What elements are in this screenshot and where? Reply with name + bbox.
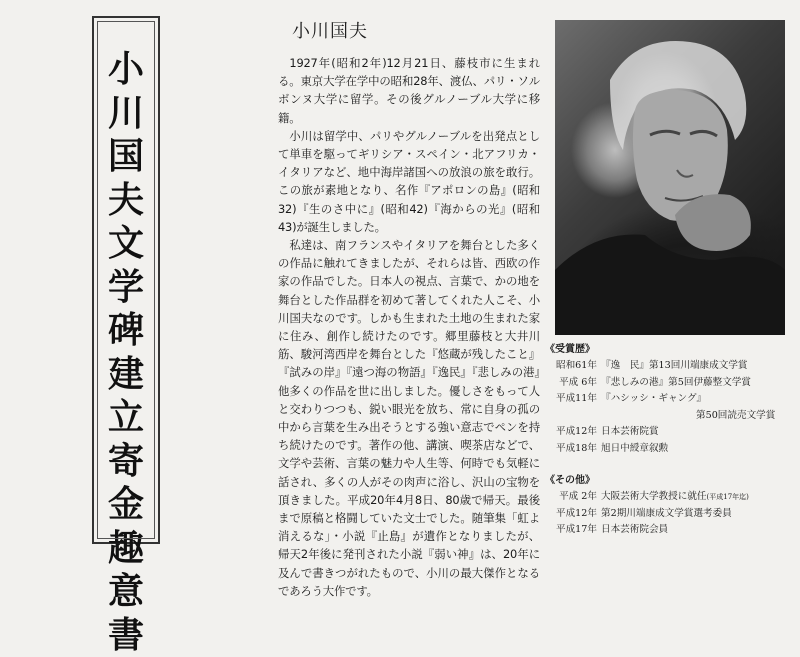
title-char: 小: [108, 48, 144, 92]
portrait-illustration: [555, 20, 785, 335]
awards-year: 平成18年: [545, 441, 597, 458]
title-frame: [92, 16, 160, 544]
title-char: 文: [108, 222, 144, 266]
title-char: 書: [108, 614, 144, 657]
other-row: [545, 506, 795, 523]
awards-row: [545, 441, 795, 458]
other-heading: 《その他》: [545, 473, 795, 489]
author-name: 小川国夫: [292, 20, 540, 44]
paragraph-1: 1927年(昭和2年)12月21日、藤枝市に生まれる。東京大学在学中の昭和28年、渡仏、パリ・ソルボンヌ大学に留学。その後グルノーブル大学に移籍。: [278, 54, 540, 127]
title-char: 寄: [108, 440, 144, 484]
title-char: 学: [108, 266, 144, 310]
other-text: 大阪芸術大学教授に就任: [597, 489, 707, 506]
title-char: 立: [108, 396, 144, 440]
awards-row: [545, 375, 795, 392]
title-char: 趣: [108, 527, 144, 571]
other-note: (平成17年迄): [707, 489, 749, 506]
title-char: 碑: [108, 309, 144, 353]
title-char: 意: [108, 570, 144, 614]
awards-text: 『逸 民』第13回川端康成文学賞: [597, 358, 748, 375]
awards-text: 旭日中綬章叙勲: [597, 441, 668, 458]
other-row: [545, 522, 795, 539]
awards-row: [545, 424, 795, 441]
paragraph-2: 小川は留学中、パリやグルノーブルを出発点として単車を駆ってギリシア・スペイン・北アフリカ・イタリアなど、地中海岸諸国への放浪の旅を敢行。この旅が素地となり、名作『アポロンの島』(昭和32)『生のさ中に』(昭和42)『海からの光』(昭和43)が誕生しました。: [278, 127, 540, 236]
awards-text: 『ハシッシ・ギャング』: [597, 391, 706, 408]
career-section: [545, 342, 795, 539]
awards-list: [545, 358, 795, 457]
title-char: 国: [108, 135, 144, 179]
awards-year: 平成12年: [545, 424, 597, 441]
title-char: 夫: [108, 179, 144, 223]
awards-year: 平成11年: [545, 391, 597, 408]
awards-row: [545, 358, 795, 375]
awards-text: 日本芸術院賞: [597, 424, 659, 441]
other-text: 第2期川端康成文学賞選考委員: [597, 506, 732, 523]
main-column: [278, 20, 540, 600]
title-char: 川: [108, 92, 144, 136]
awards-year: 平成 6年: [545, 375, 597, 392]
vertical-title: [94, 48, 158, 657]
other-row: [545, 489, 795, 506]
title-char: 建: [108, 353, 144, 397]
other-year: 平成 2年: [545, 489, 597, 506]
awards-heading: 《受賞歴》: [545, 342, 795, 358]
awards-row: [545, 391, 795, 408]
other-year: 平成12年: [545, 506, 597, 523]
title-char: 金: [108, 483, 144, 527]
other-list: [545, 489, 795, 539]
biography-text: [278, 54, 540, 600]
other-year: 平成17年: [545, 522, 597, 539]
awards-year: 昭和61年: [545, 358, 597, 375]
awards-row-continuation: 第50回読売文学賞: [545, 408, 795, 425]
author-portrait-photo: [555, 20, 785, 335]
other-text: 日本芸術院会員: [597, 522, 668, 539]
paragraph-3: 私達は、南フランスやイタリアを舞台とした多くの作品に触れてきましたが、それらは皆、西欧の作家の作品でした。日本人の視点、言葉で、かの地を舞台とした作品群を初めて著してくれた人こそ、小川国夫なのです。しかも生まれた土地の生まれた家に住み、創作し続けたのです。郷里藤枝と大井川筋、駿河湾西岸を舞台とした『悠蔵が残したこと』『試みの岸』『遠つ海の物語』『逸民』『悲しみの港』他多くの作品を世に出しました。優しさをもって人と交わりつつも、鋭い眼光を放ち、常に自身の孤の中から言葉を生み出そうとする強い意志でペンを持ち続けたのです。著作の他、講演、喫茶店などで、文学や芸術、言葉の魅力や人生等、何時でも気軽に話され、多くの人がその肉声に浴し、沢山の宝物を頂きました。平成20年4月8日、80歳で帰天。最後まで原稿と格闘していた文士でした。随筆集「虹よ消えるな」・小説『止島』が遺作となりましたが、帰天2年後に発刊された小説『弱い神』は、20年に及んで書きつがれたもので、小川の最大傑作となるであろう大作です。: [278, 236, 540, 600]
awards-text: 『悲しみの港』第5回伊藤整文学賞: [597, 375, 751, 392]
